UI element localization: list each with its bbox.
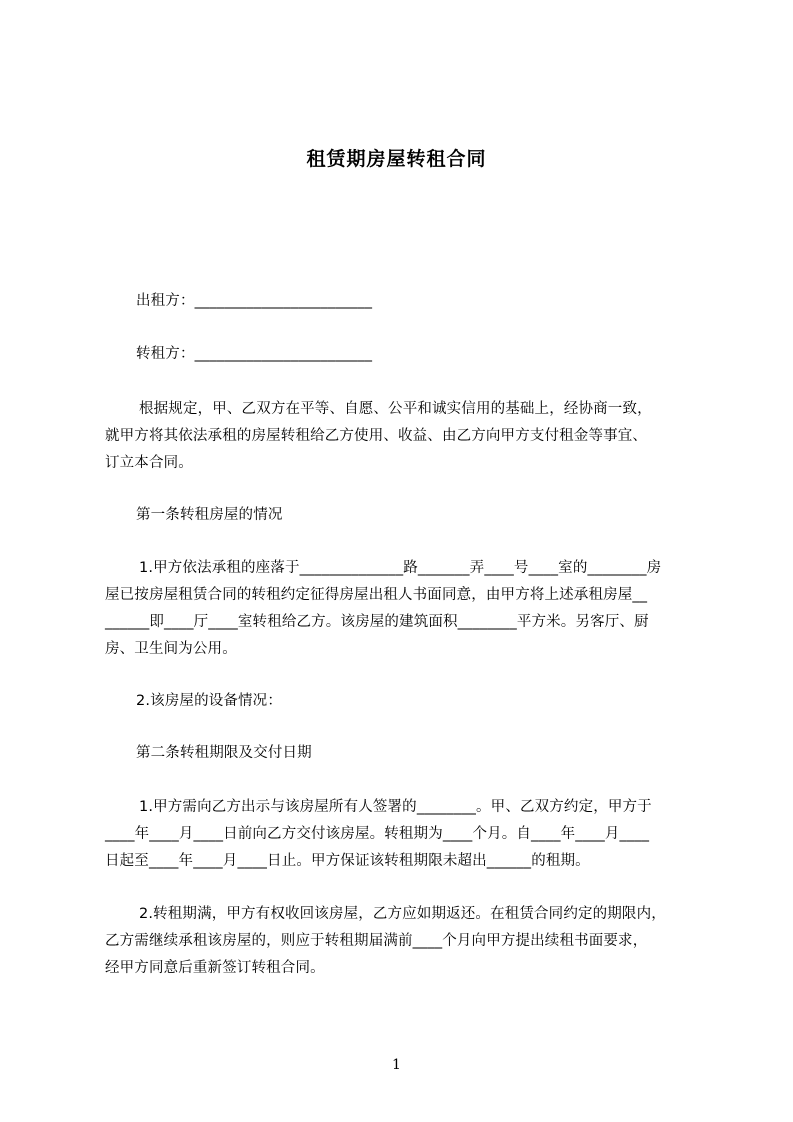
article-2-clause-1-line-2: ____年____月____日前向乙方交付该房屋。转租期为____个月。自____年____月____ (105, 826, 650, 842)
article-2-heading: 第二条转租期限及交付日期 (136, 745, 312, 761)
article-2-clause-1-line-3: 日起至____年____月____日止。甲方保证该转租期限未超出______的租期。 (105, 853, 590, 869)
article-2-clause-2-line-3: 经甲方同意后重新签订转租合同。 (105, 960, 325, 976)
article-1-clause-1-line-2: 屋已按房屋租赁合同的转租约定征得房屋出租人书面同意，由甲方将上述承租房屋__ (105, 587, 648, 603)
article-2-clause-2-line-2: 乙方需继续承租该房屋的，则应于转租期届满前____个月向甲方提出续租书面要求， (105, 933, 648, 949)
preamble-line-3: 订立本合同。 (105, 455, 193, 471)
preamble-line-2: 就甲方将其依法承租的房屋转租给乙方使用、收益、由乙方向甲方支付租金等事宜、 (105, 428, 648, 444)
document-title: 租赁期房屋转租合同 (306, 148, 487, 170)
article-1-heading: 第一条转租房屋的情况 (136, 507, 283, 523)
lessor-line: 出租方：________________________ (136, 293, 373, 309)
sublessee-line: 转租方：________________________ (136, 346, 373, 362)
article-1-clause-1-line-3: ______即____厅____室转租给乙方。该房屋的建筑面积________平方米。另客厅、厨 (105, 614, 649, 630)
page-number: 1 (392, 1057, 401, 1073)
article-2-clause-1-line-1: 1.甲方需向乙方出示与该房屋所有人签署的________。甲、乙双方约定，甲方于 (139, 799, 652, 815)
article-1-clause-2: 2.该房屋的设备情况： (136, 693, 282, 709)
article-2-clause-2-line-1: 2.转租期满，甲方有权收回该房屋，乙方应如期返还。在租赁合同约定的期限内， (139, 906, 666, 922)
preamble-line-1: 根据规定，甲、乙双方在平等、自愿、公平和诚实信用的基础上，经协商一致， (139, 401, 652, 417)
article-1-clause-1-line-4: 房、卫生间为公用。 (105, 641, 237, 657)
article-1-clause-1-line-1: 1.甲方依法承租的座落于______________路_______弄____号____室的________房 (139, 560, 662, 576)
